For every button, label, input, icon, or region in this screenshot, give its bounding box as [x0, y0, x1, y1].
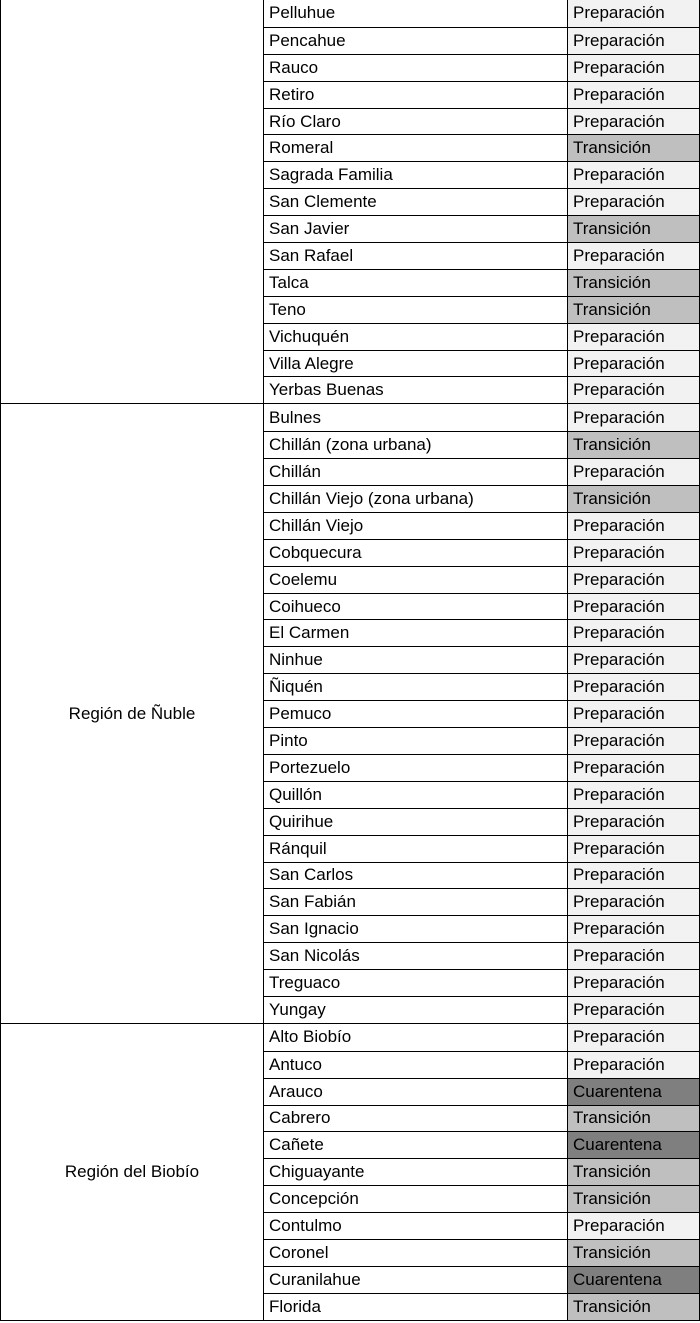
table-row: [264, 942, 700, 969]
table-row: [264, 1131, 700, 1158]
phase-cell: Transición: [568, 297, 700, 323]
phase-cell: Cuarentena: [568, 1079, 700, 1105]
table-row: [264, 1051, 700, 1078]
table-row: [264, 700, 700, 727]
table-row: [264, 81, 700, 108]
table-row: [264, 619, 700, 646]
phase-cell: Preparación: [568, 701, 700, 727]
table-row: [264, 512, 700, 539]
table-row: [264, 0, 700, 27]
phase-cell: Preparación: [568, 674, 700, 700]
comuna-cell: San Fabián: [264, 889, 568, 915]
comuna-cell: San Rafael: [264, 243, 568, 269]
comuna-cell: Quirihue: [264, 809, 568, 835]
table-row: [264, 1266, 700, 1293]
comuna-rows: [264, 404, 700, 1022]
phase-cell: Preparación: [568, 351, 700, 377]
comuna-cell: Yungay: [264, 997, 568, 1023]
comuna-cell: Contulmo: [264, 1213, 568, 1239]
comuna-cell: Cabrero: [264, 1106, 568, 1132]
table-row: [264, 969, 700, 996]
comuna-cell: Chillán Viejo: [264, 513, 568, 539]
table-row: [264, 593, 700, 620]
comuna-cell: Chillán Viejo (zona urbana): [264, 486, 568, 512]
phase-cell: Preparación: [568, 324, 700, 350]
phase-cell: Preparación: [568, 1052, 700, 1078]
table-row: [264, 1239, 700, 1266]
comuna-cell: Sagrada Familia: [264, 162, 568, 188]
comuna-cell: Retiro: [264, 82, 568, 108]
phase-cell: Preparación: [568, 28, 700, 54]
comuna-cell: Ñiquén: [264, 674, 568, 700]
phase-cell: Preparación: [568, 567, 700, 593]
table-row: [264, 188, 700, 215]
table-row: [264, 727, 700, 754]
comuna-cell: Coelemu: [264, 567, 568, 593]
phase-cell: Preparación: [568, 997, 700, 1023]
comuna-cell: Chillán (zona urbana): [264, 432, 568, 458]
comuna-cell: Talca: [264, 270, 568, 296]
region-group: [0, 1023, 700, 1320]
table-row: [264, 915, 700, 942]
phase-cell: Transición: [568, 135, 700, 161]
comuna-cell: Treguaco: [264, 970, 568, 996]
comuna-cell: Cobquecura: [264, 540, 568, 566]
phase-cell: Preparación: [568, 889, 700, 915]
comuna-cell: El Carmen: [264, 620, 568, 646]
comuna-cell: Curanilahue: [264, 1267, 568, 1293]
table-row: [264, 458, 700, 485]
comuna-cell: Pemuco: [264, 701, 568, 727]
table-row: [264, 215, 700, 242]
phase-cell: Transición: [568, 1240, 700, 1266]
phase-cell: Transición: [568, 432, 700, 458]
phase-cell: Preparación: [568, 189, 700, 215]
phase-cell: Preparación: [568, 782, 700, 808]
comuna-cell: Chiguayante: [264, 1159, 568, 1185]
phase-cell: Preparación: [568, 540, 700, 566]
comuna-cell: Pinto: [264, 728, 568, 754]
comuna-rows: [264, 1024, 700, 1320]
region-name: Región de Ñuble: [0, 404, 264, 1022]
phase-cell: Preparación: [568, 109, 700, 135]
comuna-cell: Teno: [264, 297, 568, 323]
comuna-cell: Rauco: [264, 55, 568, 81]
table-row: [264, 376, 700, 403]
table-row: [264, 539, 700, 566]
table-row: [264, 888, 700, 915]
phase-cell: Transición: [568, 216, 700, 242]
table-row: [264, 1212, 700, 1239]
comuna-cell: Río Claro: [264, 109, 568, 135]
phase-cell: Preparación: [568, 943, 700, 969]
table-row: [264, 835, 700, 862]
table-row: [264, 566, 700, 593]
table-row: [264, 108, 700, 135]
phase-cell: Transición: [568, 1294, 700, 1320]
table-row: [264, 754, 700, 781]
phase-cell: Transición: [568, 270, 700, 296]
table-row: [264, 1105, 700, 1132]
comuna-cell: Bulnes: [264, 404, 568, 431]
table-row: [264, 323, 700, 350]
comuna-cell: Antuco: [264, 1052, 568, 1078]
comuna-cell: Arauco: [264, 1079, 568, 1105]
comuna-cell: Chillán: [264, 459, 568, 485]
comuna-cell: Pencahue: [264, 28, 568, 54]
comuna-cell: San Carlos: [264, 863, 568, 889]
table-row: [264, 27, 700, 54]
comuna-cell: San Clemente: [264, 189, 568, 215]
phase-cell: Preparación: [568, 970, 700, 996]
table-row: [264, 485, 700, 512]
table-row: [264, 1078, 700, 1105]
phase-cell: Preparación: [568, 377, 700, 403]
phase-cell: Preparación: [568, 162, 700, 188]
table-row: [264, 1158, 700, 1185]
comuna-cell: Yerbas Buenas: [264, 377, 568, 403]
phase-cell: Preparación: [568, 755, 700, 781]
comuna-cell: Coihueco: [264, 594, 568, 620]
comuna-cell: Ninhue: [264, 647, 568, 673]
comuna-cell: Coronel: [264, 1240, 568, 1266]
phase-cell: Preparación: [568, 836, 700, 862]
table-row: [264, 673, 700, 700]
phase-cell: Cuarentena: [568, 1132, 700, 1158]
comuna-cell: Vichuquén: [264, 324, 568, 350]
table-row: [264, 646, 700, 673]
phase-cell: Preparación: [568, 55, 700, 81]
comuna-cell: Concepción: [264, 1186, 568, 1212]
comuna-cell: Villa Alegre: [264, 351, 568, 377]
comuna-cell: Cañete: [264, 1132, 568, 1158]
table-row: [264, 350, 700, 377]
phase-cell: Preparación: [568, 594, 700, 620]
region-group: [0, 403, 700, 1022]
table-row: [264, 1185, 700, 1212]
phase-cell: Preparación: [568, 620, 700, 646]
table-row: [264, 269, 700, 296]
table-row: [264, 996, 700, 1023]
region-name: Región del Biobío: [0, 1024, 264, 1320]
table-row: [264, 161, 700, 188]
comuna-cell: Ránquil: [264, 836, 568, 862]
comuna-cell: San Nicolás: [264, 943, 568, 969]
table-row: [264, 54, 700, 81]
table-row: [264, 431, 700, 458]
table-row: [264, 1024, 700, 1051]
phase-cell: Preparación: [568, 916, 700, 942]
phase-cell: Preparación: [568, 647, 700, 673]
table-row: [264, 404, 700, 431]
phase-cell: Transición: [568, 1106, 700, 1132]
comuna-rows: [264, 0, 700, 403]
table-row: [264, 242, 700, 269]
region-group: [0, 0, 700, 403]
phase-cell: Preparación: [568, 82, 700, 108]
phase-cell: Preparación: [568, 0, 700, 27]
phase-cell: Preparación: [568, 243, 700, 269]
phase-cell: Preparación: [568, 459, 700, 485]
comuna-cell: Romeral: [264, 135, 568, 161]
table-row: [264, 862, 700, 889]
table-row: [264, 134, 700, 161]
table-row: [264, 296, 700, 323]
region-name: [0, 0, 264, 403]
comuna-cell: San Javier: [264, 216, 568, 242]
phase-cell: Transición: [568, 486, 700, 512]
phase-cell: Preparación: [568, 863, 700, 889]
phase-cell: Preparación: [568, 513, 700, 539]
phase-cell: Preparación: [568, 809, 700, 835]
phase-cell: Transición: [568, 1186, 700, 1212]
phase-cell: Preparación: [568, 404, 700, 431]
phase-cell: Preparación: [568, 728, 700, 754]
table-row: [264, 808, 700, 835]
comuna-cell: Pelluhue: [264, 0, 568, 27]
comuna-cell: Florida: [264, 1294, 568, 1320]
phase-cell: Preparación: [568, 1024, 700, 1051]
phase-cell: Transición: [568, 1159, 700, 1185]
comuna-cell: Portezuelo: [264, 755, 568, 781]
table-row: [264, 781, 700, 808]
comuna-cell: Quillón: [264, 782, 568, 808]
comuna-cell: Alto Biobío: [264, 1024, 568, 1051]
comuna-cell: San Ignacio: [264, 916, 568, 942]
table-row: [264, 1293, 700, 1320]
phase-cell: Preparación: [568, 1213, 700, 1239]
phase-cell: Cuarentena: [568, 1267, 700, 1293]
